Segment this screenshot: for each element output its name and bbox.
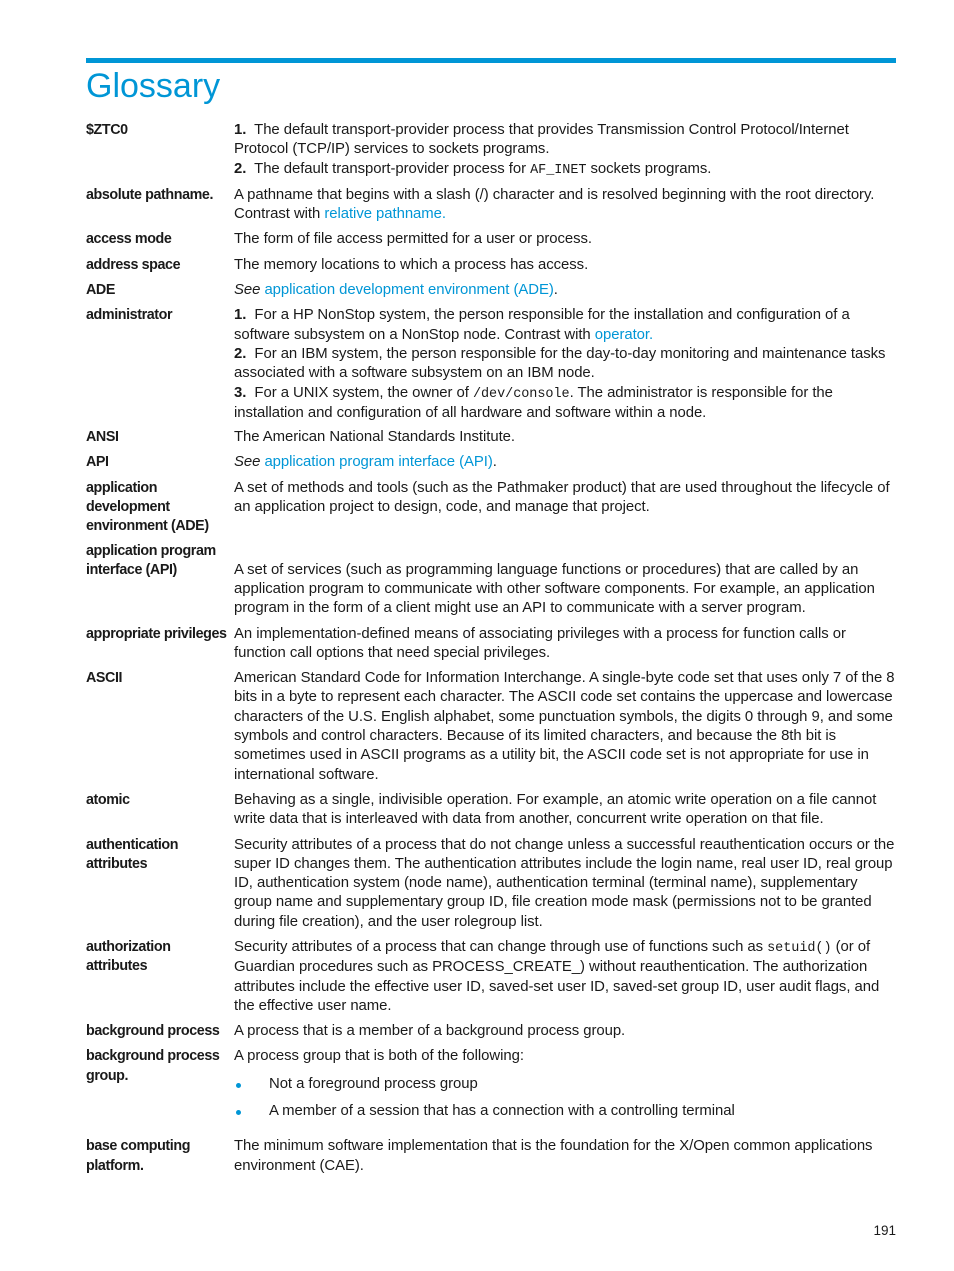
glossary-entry bbox=[86, 836, 898, 932]
definition-text: . bbox=[492, 454, 497, 471]
glossary-definition bbox=[234, 542, 898, 619]
definition-text: The minimum software implementation that is the foundation for the X/Open common applications environment (CAE). bbox=[234, 1138, 873, 1174]
glossary-definition bbox=[234, 1022, 898, 1041]
cross-reference-link[interactable]: operator. bbox=[594, 326, 654, 343]
glossary-entry bbox=[86, 1137, 898, 1176]
glossary-definition bbox=[234, 938, 898, 1016]
glossary-entry bbox=[86, 121, 898, 180]
glossary-definition bbox=[234, 479, 898, 537]
definition-paragraph bbox=[234, 160, 898, 180]
glossary-entry bbox=[86, 1047, 898, 1129]
glossary-entry bbox=[86, 306, 898, 423]
glossary-term: base computing platform. bbox=[86, 1138, 191, 1174]
page-title: Glossary bbox=[86, 67, 221, 105]
code-text: /dev/console bbox=[472, 386, 570, 402]
glossary-term: application development environment (ADE) bbox=[86, 479, 209, 535]
item-number: 2. bbox=[234, 345, 247, 362]
page-number: 191 bbox=[873, 1223, 896, 1238]
glossary-term: authentication attributes bbox=[86, 836, 179, 872]
glossary-definition bbox=[234, 791, 898, 830]
code-text: setuid() bbox=[767, 940, 832, 956]
glossary-term: ASCII bbox=[86, 670, 123, 687]
definition-text: A process group that is both of the following: bbox=[234, 1048, 524, 1065]
definition-text: For an IBM system, the person responsible for the day-to-day monitoring and maintenance tasks associated with a software subsystem on an IBM node. bbox=[234, 345, 886, 382]
bullet-dot-icon bbox=[236, 1110, 241, 1115]
glossary-term: address space bbox=[86, 256, 181, 273]
glossary-entry bbox=[86, 186, 898, 225]
see-label: See bbox=[234, 282, 261, 299]
glossary-term: access mode bbox=[86, 231, 172, 248]
definition-text: . The administrator is responsible for the installation and configuration of all hardware and software within a node. bbox=[234, 384, 833, 421]
definition-paragraph bbox=[234, 625, 898, 664]
glossary-entry bbox=[86, 542, 898, 619]
glossary-entry bbox=[86, 625, 898, 664]
definition-text: An implementation-defined means of associating privileges with a process for function calls or function call options that need special privileges. bbox=[234, 625, 846, 661]
glossary-entry bbox=[86, 230, 898, 249]
glossary-term: background process bbox=[86, 1023, 220, 1040]
glossary-definition bbox=[234, 453, 898, 472]
glossary-term: $ZTC0 bbox=[86, 122, 128, 138]
bullet-item bbox=[234, 1075, 898, 1094]
definition-text: Security attributes of a process that can change through use of functions such as bbox=[234, 938, 768, 955]
definition-text: The form of file access permitted for a user or process. bbox=[234, 231, 593, 248]
glossary-entry bbox=[86, 479, 898, 537]
definition-paragraph bbox=[234, 791, 898, 830]
definition-paragraph bbox=[234, 230, 898, 249]
bullet-text: A member of a session that has a connection with a controlling terminal bbox=[269, 1103, 735, 1120]
definition-text: A pathname that begins with a slash (/) character and is resolved beginning with the root directory. Contrast with bbox=[234, 186, 875, 223]
glossary-term: application program interface (API) bbox=[86, 542, 216, 578]
glossary-entry bbox=[86, 453, 898, 472]
glossary-entry bbox=[86, 256, 898, 275]
code-text: AF_INET bbox=[530, 162, 587, 178]
cross-reference-link[interactable]: application development environment (ADE) bbox=[264, 282, 554, 299]
definition-text: . bbox=[553, 282, 558, 299]
definition-paragraph bbox=[234, 256, 898, 275]
definition-paragraph bbox=[234, 1047, 898, 1066]
bullet-text: Not a foreground process group bbox=[269, 1075, 478, 1092]
definition-paragraph bbox=[234, 186, 898, 225]
glossary-definition bbox=[234, 836, 898, 932]
glossary-entry bbox=[86, 281, 898, 300]
definition-paragraph bbox=[234, 1137, 898, 1176]
glossary-definition bbox=[234, 306, 898, 423]
definition-paragraph bbox=[234, 938, 898, 1016]
definition-text: A set of services (such as programming language functions or procedures) that are called by an application program to communicate with other software components. For example, an application program in the form of a client might use an API to communicate with a server program. bbox=[234, 561, 875, 617]
definition-text: sockets programs. bbox=[586, 160, 712, 177]
glossary-definition bbox=[234, 669, 898, 785]
definition-text: Behaving as a single, indivisible operation. For example, an atomic write operation on a file cannot write data that is interleaved with data from another, concurrent write operation on that file. bbox=[234, 791, 877, 828]
definition-text: A set of methods and tools (such as the Pathmaker product) that are used throughout the lifecycle of an application project to design, code, and manage that project. bbox=[234, 479, 890, 516]
item-number: 1. bbox=[234, 307, 247, 324]
cross-reference-link[interactable]: application program interface (API) bbox=[264, 454, 493, 471]
bullet-item bbox=[234, 1102, 898, 1121]
definition-paragraph bbox=[234, 479, 898, 518]
definition-text: For a HP NonStop system, the person responsible for the installation and configuration of a software subsystem on a NonStop node. Contrast with bbox=[234, 307, 850, 343]
glossary-term: ANSI bbox=[86, 429, 119, 446]
glossary-definition bbox=[234, 428, 898, 447]
top-rule bbox=[86, 58, 896, 63]
bullet-dot-icon bbox=[236, 1083, 241, 1088]
definition-text: American Standard Code for Information Interchange. A single-byte code set that uses only 7 of the 8 bits in a byte to represent each character. The ASCII code set contains the uppercase and lowercase characters of the U.S. English alphabet, some punctuation symbols, the digits 0 through 9, and some symbols and control characters. Because of its limited characters, and because the 8th bit is sometimes used in ASCII programs as a utility bit, the ASCII code set is not appropriate for use in international software. bbox=[234, 670, 895, 783]
definition-paragraph bbox=[234, 669, 898, 785]
glossary-term: atomic bbox=[86, 791, 130, 808]
glossary-definition bbox=[234, 121, 898, 180]
glossary-term: background process group. bbox=[86, 1048, 220, 1084]
glossary-definition bbox=[234, 256, 898, 275]
glossary-term: authorization attributes bbox=[86, 938, 171, 975]
definition-paragraph bbox=[234, 836, 898, 932]
definition-text: The memory locations to which a process has access. bbox=[234, 256, 589, 273]
cross-reference-link[interactable]: relative pathname. bbox=[324, 206, 446, 223]
item-number: 3. bbox=[234, 384, 247, 401]
glossary-definition bbox=[234, 281, 898, 300]
glossary-entry bbox=[86, 938, 898, 1016]
glossary-definition bbox=[234, 1047, 898, 1129]
definition-paragraph bbox=[234, 561, 898, 619]
glossary-entry bbox=[86, 669, 898, 785]
bullet-list bbox=[234, 1075, 898, 1122]
definition-text: A process that is a member of a background process group. bbox=[234, 1023, 626, 1040]
glossary-definition bbox=[234, 1137, 898, 1176]
glossary-definition bbox=[234, 625, 898, 664]
definition-paragraph bbox=[234, 384, 898, 424]
definition-text: The default transport-provider process for bbox=[250, 160, 531, 177]
glossary-term: ADE bbox=[86, 282, 115, 299]
glossary-entry bbox=[86, 791, 898, 830]
glossary-list bbox=[86, 121, 898, 1176]
definition-text: The American National Standards Institute. bbox=[234, 429, 515, 446]
glossary-term: absolute pathname. bbox=[86, 186, 214, 203]
item-number: 2. bbox=[234, 160, 247, 177]
see-label: See bbox=[234, 454, 261, 471]
definition-paragraph bbox=[234, 453, 898, 472]
definition-paragraph bbox=[234, 345, 898, 384]
definition-text: The default transport-provider process that provides Transmission Control Protocol/Internet Protocol (TCP/IP) services to sockets programs. bbox=[234, 122, 849, 158]
item-number: 1. bbox=[234, 122, 247, 138]
definition-paragraph bbox=[234, 1022, 898, 1041]
glossary-definition bbox=[234, 186, 898, 225]
glossary-entry bbox=[86, 428, 898, 447]
definition-paragraph bbox=[234, 121, 898, 160]
definition-paragraph bbox=[234, 281, 898, 300]
definition-text: For a UNIX system, the owner of bbox=[250, 384, 473, 401]
glossary-definition bbox=[234, 230, 898, 249]
definition-paragraph bbox=[234, 306, 898, 345]
glossary-term: appropriate privileges bbox=[86, 625, 227, 642]
glossary-entry bbox=[86, 1022, 898, 1041]
definition-text: (or of Guardian procedures such as PROCESS_CREATE_) without reauthentication. The authorization attributes include the effective user ID, saved-set user ID, saved-set group ID, user audit flags, and the effective user name. bbox=[234, 938, 880, 1014]
glossary-term: API bbox=[86, 454, 109, 471]
definition-text: Security attributes of a process that do not change unless a successful reauthentication occurs or the super ID changes them. The authentication attributes include the login name, real user ID, real group ID, authentication system (node name), authentication terminal (terminal name), supplementary group name and supplementary group ID, file creation mode mask (permissions not to be granted during file creation), and the user rolegroup list. bbox=[234, 836, 895, 930]
glossary-term: administrator bbox=[86, 307, 173, 324]
definition-paragraph bbox=[234, 428, 898, 447]
